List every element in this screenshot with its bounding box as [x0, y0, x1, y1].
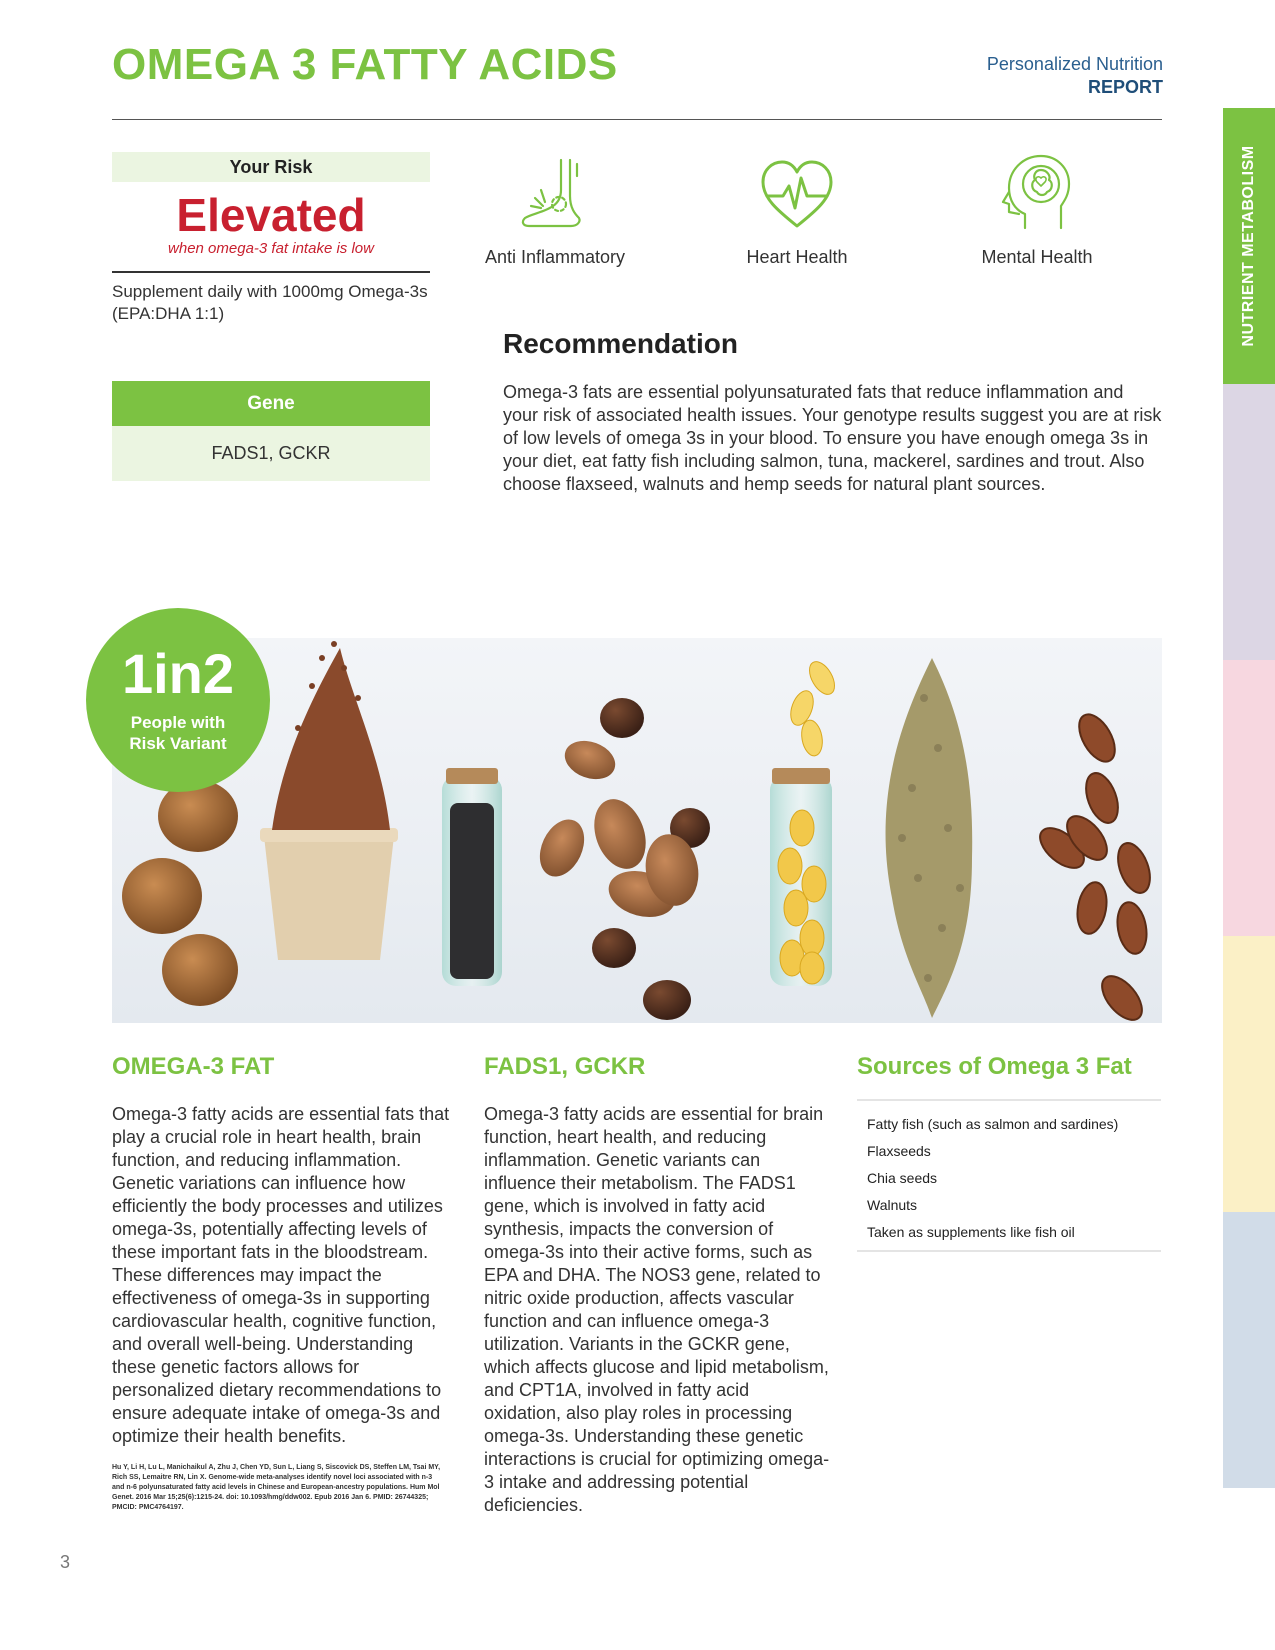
section-tabs — [1223, 108, 1275, 1488]
list-item: Flaxseeds — [867, 1143, 931, 1159]
omega3-fat-title: OMEGA-3 FAT — [112, 1053, 275, 1080]
brand-line-1: Personalized Nutrition — [986, 54, 1163, 74]
foot-inflammation-icon — [515, 156, 595, 232]
recommendation-title: Recommendation — [503, 328, 738, 359]
omega3-fat-text: Omega-3 fatty acids are essential fats that play a crucial role in heart health, brain function, and reducing inflammation. Genetic variations can influence how efficiently the body processes and utilizes omega-3s, potentially affecting levels of these important fats in the bloodstream. These differences may impact the effectiveness of omega-3s in supporting cardiovascular health, cognitive function, and overall well-being. Understanding these genetic factors allows for personalized dietary recommendations to ensure adequate intake of omega-3s and optimize their health benefits. — [112, 1104, 450, 1446]
benefit-anti-inflammatory — [475, 156, 635, 268]
genes-text: Omega-3 fatty acids are essential for brain function, heart health, and reducing inflammation. Genetic variants can influence their metabolism. The FADS1 gene, which is involved in fatty acid synthesis, impacts the conversion of omega-3s into their active forms, such as EPA and DHA. The NOS3 gene, related to nitric oxide production, affects vascular function and can influence omega-3 utilization. Variants in the GCKR gene, which affects glucose and lipid metabolism, and CPT1A, involved in fatty acid oxidation, also play roles in processing omega-3s. Understanding these genetic interactions is crucial for optimizing omega-3 intake and addressing potential deficiencies. — [484, 1104, 830, 1515]
tab-section-5[interactable] — [1223, 1212, 1275, 1488]
page-number: 3 — [60, 1552, 71, 1572]
list-item: Walnuts — [867, 1197, 918, 1213]
benefit-label: Mental Health — [981, 247, 1093, 267]
tab-section-4[interactable] — [1223, 936, 1275, 1212]
gene-heading: Gene — [112, 381, 430, 426]
report-brand — [987, 54, 1163, 98]
sources-title: Sources of Omega 3 Fat — [857, 1053, 1132, 1080]
supplement-advice: Supplement daily with 1000mg Omega-3s (EPA:DHA 1:1) — [112, 282, 428, 323]
tab-section-2[interactable] — [1223, 384, 1275, 660]
gene-names: FADS1, GCKR — [112, 426, 430, 481]
benefit-heart-health — [717, 156, 877, 268]
recommendation-text: Omega-3 fats are essential polyunsaturated fats that reduce inflammation and your risk of associated health issues. Your genotype results suggest you are at risk of low levels of omega 3s in your blood. To ensure you have enough omega 3s in your diet, eat fatty fish including salmon, tuna, mackerel, sardines and trout. Also choose flaxseed, walnuts and hemp seeds for natural plant sources. — [503, 382, 1162, 494]
risk-variant-badge — [86, 608, 270, 792]
tab-label: NUTRIENT METABOLISM — [1240, 145, 1257, 347]
page-title: OMEGA 3 FATTY ACIDS — [112, 40, 618, 89]
sources-list — [857, 1099, 1161, 1252]
risk-variant-label-1: People with — [130, 713, 226, 732]
reference-citation: Hu Y, Li H, Lu L, Manichaikul A, Zhu J, Chen YD, Sun L, Liang S, Siscovick DS, Steffen LM, Tsai MY, Rich SS, Lemaitre RN, Lin X. Genome-wide meta-analyses identify novel loci associated with n-3 and n-6 polyunsaturated fatty acid levels in Chinese and European-ancestry populations. Hum Mol Genet. 2016 Mar 15;25(6):1215-24. doi: 10.1093/hmg/ddw002. Epub 2016 Jan 6. PMID: 26744325; PMCID: PMC4764197. — [112, 1464, 441, 1511]
risk-divider — [112, 271, 430, 273]
risk-variant-ratio: 1in2 — [121, 642, 235, 705]
risk-condition: when omega-3 fat intake is low — [168, 240, 374, 257]
risk-heading: Your Risk — [112, 152, 430, 182]
list-item: Taken as supplements like fish oil — [867, 1224, 1075, 1240]
genes-title: FADS1, GCKR — [484, 1053, 646, 1080]
heart-pulse-icon — [757, 156, 837, 232]
brand-line-2: REPORT — [1087, 77, 1163, 97]
benefit-label: Anti Inflammatory — [484, 247, 626, 267]
brain-head-icon — [997, 148, 1077, 232]
risk-variant-label-2: Risk Variant — [129, 734, 227, 753]
benefit-mental-health — [957, 148, 1117, 268]
risk-level: Elevated — [176, 189, 366, 241]
list-item: Fatty fish (such as salmon and sardines) — [867, 1116, 1119, 1132]
list-item: Chia seeds — [867, 1170, 938, 1186]
tab-nutrient-metabolism[interactable] — [1223, 108, 1275, 384]
benefit-label: Heart Health — [746, 247, 848, 267]
header-divider — [112, 119, 1162, 120]
tab-section-3[interactable] — [1223, 660, 1275, 936]
